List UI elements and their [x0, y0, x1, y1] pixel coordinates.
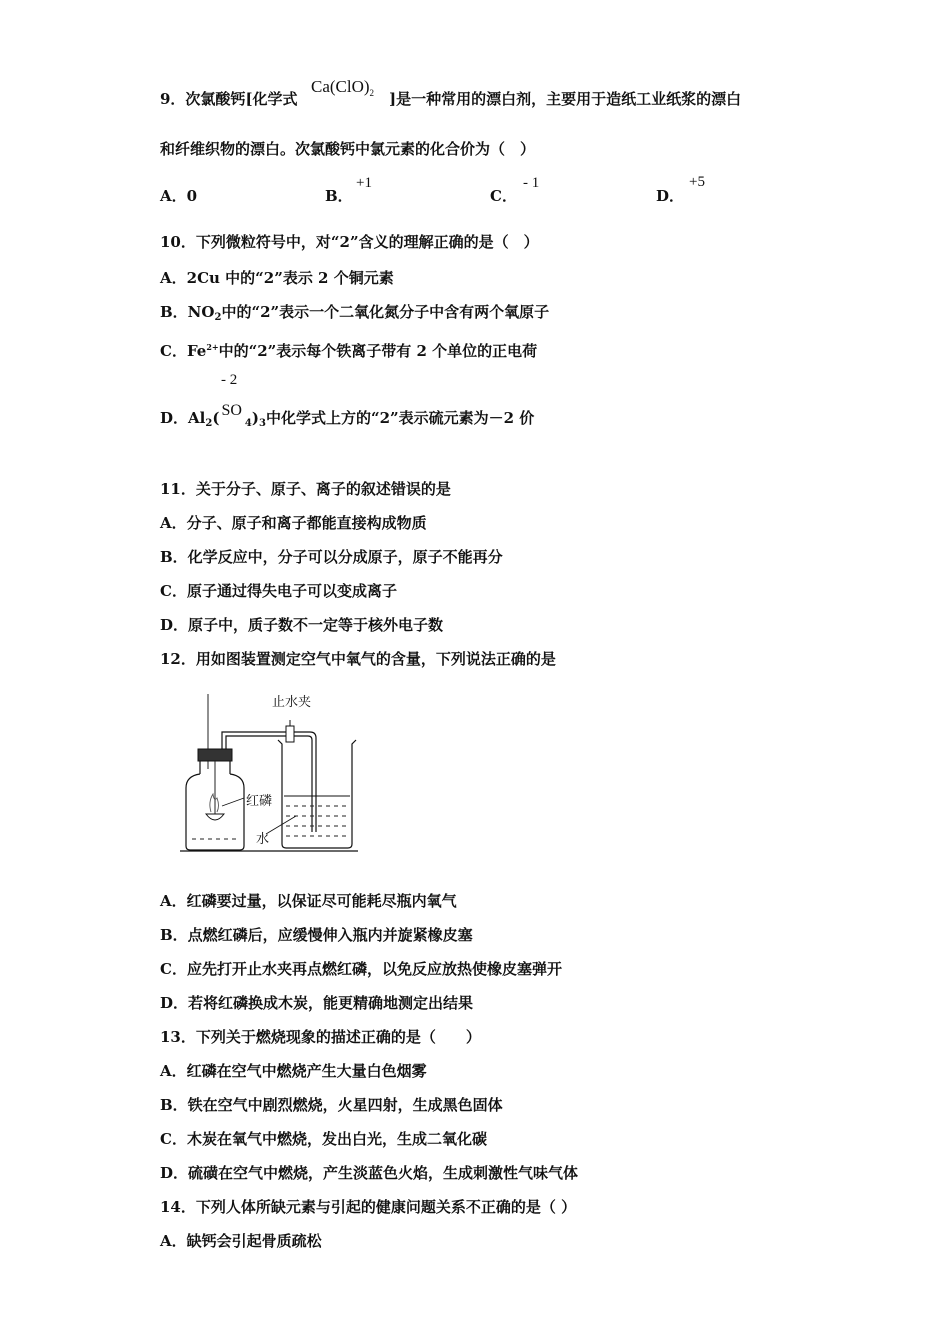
q9-formula-main: Ca(ClO) [311, 77, 370, 96]
q12-option-c: C．应先打开止水夹再点燃红磷，以免反应放热使橡皮塞弹开 [160, 960, 562, 978]
q9-option-d-value: +5 [689, 174, 705, 190]
q12-option-b: B．点燃红磷后，应缓慢伸入瓶内并旋紧橡皮塞 [160, 926, 473, 944]
q9-text-pre: 9．次氯酸钙[化学式 [160, 90, 298, 108]
q9-option-b: B． [325, 187, 353, 205]
q9-line1-post: ]是一种常用的漂白剂，主要用于造纸工业纸浆的漂白 [389, 90, 742, 108]
q13-option-a: A．红磷在空气中燃烧产生大量白色烟雾 [160, 1062, 427, 1080]
q12-option-a: A．红磷要过量，以保证尽可能耗尽瓶内氧气 [160, 892, 457, 910]
q10-d-paren: ( [212, 409, 220, 427]
q14-stem: 14．下列人体所缺元素与引起的健康问题关系不正确的是（ ） [160, 1198, 577, 1216]
q12-option-d: D．若将红磷换成木炭，能更精确地测定出结果 [160, 994, 474, 1012]
q10-d-sub4: 4 [244, 418, 252, 429]
q10-option-c [160, 337, 537, 361]
q9-line1 [160, 89, 298, 109]
fig-label-water: 水 [256, 832, 270, 847]
q13-option-d: D．硫磺在空气中燃烧，产生淡蓝色火焰，生成刺激性气味气体 [160, 1164, 579, 1182]
q13-option-b: B．铁在空气中剧烈燃烧，火星四射，生成黑色固体 [160, 1096, 503, 1114]
q10-c-post: 中的“2”表示每个铁离子带有 2 个单位的正电荷 [218, 342, 538, 360]
q10-stem: 10．下列微粒符号中，对“2”含义的理解正确的是（ ） [160, 233, 539, 251]
q10-d-so: SO [221, 402, 242, 419]
q10-d-pre: D．Al [160, 409, 206, 427]
q13-option-c: C．木炭在氧气中燃烧，发出白光，生成二氧化碳 [160, 1130, 487, 1148]
q10-d-post: 中化学式上方的“2”表示硫元素为－2 价 [265, 409, 535, 427]
q12-stem: 12．用如图装置测定空气中氧气的含量，下列说法正确的是 [160, 650, 556, 668]
q11-option-a: A．分子、原子和离子都能直接构成物质 [160, 514, 427, 532]
q10-b-sub: 2 [214, 312, 222, 323]
q11-option-c: C．原子通过得失电子可以变成离子 [160, 582, 397, 600]
q10-option-b [160, 302, 549, 328]
fig-label-phosphorus: 红磷 [246, 794, 273, 809]
q13-stem: 13．下列关于燃烧现象的描述正确的是（ ） [160, 1028, 481, 1046]
q10-b-post: 中的“2”表示一个二氧化氮分子中含有两个氧原子 [221, 303, 550, 321]
q10-d-sub: 2 [205, 418, 213, 429]
q14-option-a: A．缺钙会引起骨质疏松 [160, 1232, 322, 1250]
q10-b-pre: B．NO [160, 303, 215, 321]
q9-formula-sub: 2 [369, 88, 375, 98]
q10-d-sub3: 3 [258, 418, 266, 429]
q9-line2: 和纤维织物的漂白。次氯酸钙中氯元素的化合价为（ ） [160, 140, 536, 158]
q9-option-c-value: - 1 [523, 175, 540, 191]
q10-c-pre: C．Fe [160, 342, 207, 360]
q9-option-a: A．0 [160, 187, 198, 205]
q10-d-close: ) [251, 409, 259, 427]
q12-apparatus-figure [178, 684, 363, 856]
q9-option-d: D． [656, 187, 685, 205]
q10-c-sup: 2+ [206, 342, 219, 352]
q9-formula [311, 77, 374, 98]
q10-option-a: A．2Cu 中的“2”表示 2 个铜元素 [160, 269, 394, 287]
q10-d-valence: - 2 [221, 372, 238, 388]
q10-option-d [160, 402, 535, 434]
q11-option-d: D．原子中，质子数不一定等于核外电子数 [160, 616, 444, 634]
q9-option-b-value: +1 [356, 175, 372, 191]
q11-stem: 11．关于分子、原子、离子的叙述错误的是 [160, 480, 451, 498]
fig-label-clamp: 止水夹 [272, 695, 312, 710]
q9-option-c: C． [490, 187, 517, 205]
q11-option-b: B．化学反应中，分子可以分成原子，原子不能再分 [160, 548, 503, 566]
